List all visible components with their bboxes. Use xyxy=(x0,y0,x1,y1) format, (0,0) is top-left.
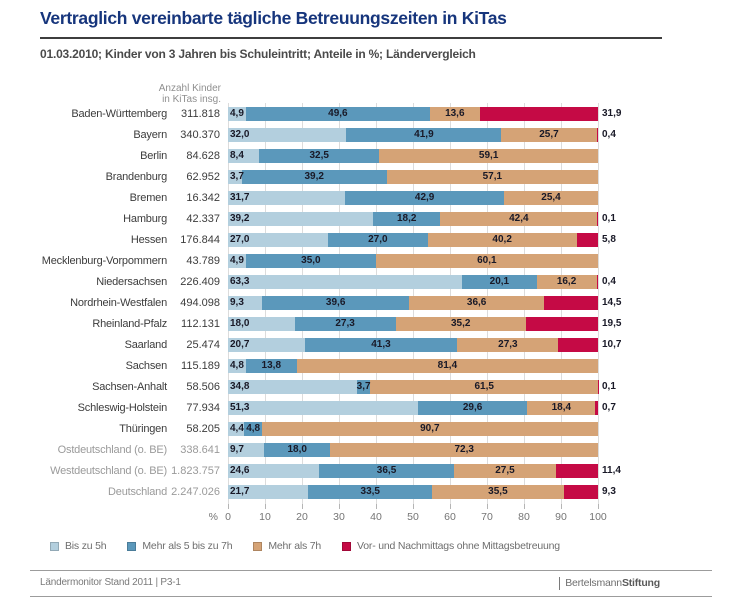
value-label: 4,9 xyxy=(230,255,244,266)
row-label: Brandenburg xyxy=(105,171,167,183)
row-label: Hessen xyxy=(130,234,167,246)
stacked-bar xyxy=(228,317,622,331)
value-label: 11,4 xyxy=(602,465,621,476)
stacked-bar xyxy=(228,296,622,310)
value-label: 25,7 xyxy=(539,129,559,140)
value-label: 4,4 xyxy=(230,423,244,434)
value-label: 49,6 xyxy=(328,108,348,119)
value-label: 16,2 xyxy=(556,276,577,287)
value-label: 18,2 xyxy=(396,213,417,224)
value-label: 10,7 xyxy=(602,339,622,350)
row-label: Berlin xyxy=(140,150,167,162)
row-count: 311.818 xyxy=(181,108,220,120)
value-label: 31,7 xyxy=(230,192,250,203)
bar-segment xyxy=(228,275,462,289)
bar-segment xyxy=(556,464,598,478)
value-label: 9,3 xyxy=(230,297,244,308)
axis-tick-label: 40 xyxy=(370,511,382,523)
value-label: 5,8 xyxy=(602,234,616,245)
row-label: Schleswig-Holstein xyxy=(77,402,167,414)
stacked-bar xyxy=(228,254,598,268)
legend-label: Bis zu 5h xyxy=(65,540,107,552)
axis-tick-label: 60 xyxy=(444,511,456,523)
axis-tick xyxy=(450,504,451,509)
value-label: 4,9 xyxy=(230,108,244,119)
value-label: 20,1 xyxy=(489,276,510,287)
value-label: 72,3 xyxy=(454,444,474,455)
legend-swatch xyxy=(50,542,59,551)
value-label: 31,9 xyxy=(602,108,622,119)
row-label: Thüringen xyxy=(119,423,167,435)
axis-tick xyxy=(561,504,562,509)
value-label: 32,0 xyxy=(230,129,250,140)
chart-legend xyxy=(50,540,560,552)
value-label: 4,8 xyxy=(230,360,244,371)
value-label: 39,6 xyxy=(325,297,346,308)
legend-swatch xyxy=(127,542,136,551)
stacked-bar xyxy=(228,443,598,457)
value-label: 24,6 xyxy=(230,465,250,476)
stacked-bar xyxy=(228,380,616,394)
value-label: 32,5 xyxy=(309,150,329,161)
value-label: 9,3 xyxy=(602,486,616,497)
value-label: 13,6 xyxy=(445,108,465,119)
stacked-bar xyxy=(228,170,598,184)
legend-item xyxy=(50,540,106,552)
stacked-bar xyxy=(228,338,622,352)
row-count: 115.189 xyxy=(181,360,220,372)
axis-tick-label: 100 xyxy=(589,511,607,523)
value-label: 19,5 xyxy=(602,318,622,329)
value-label: 81,4 xyxy=(437,360,458,371)
row-count: 340.370 xyxy=(180,129,220,141)
value-label: 33,5 xyxy=(360,486,380,497)
stacked-bar xyxy=(228,422,598,436)
stacked-bar xyxy=(228,191,598,205)
row-count: 84.628 xyxy=(186,150,220,162)
stacked-bar xyxy=(228,359,598,373)
row-label: Deutschland xyxy=(108,486,167,498)
value-label: 0,7 xyxy=(602,402,616,413)
row-label: Sachsen xyxy=(125,360,167,372)
value-label: 59,1 xyxy=(478,150,499,161)
stacked-bar xyxy=(228,485,616,499)
value-label: 61,5 xyxy=(474,381,494,392)
value-label: 0,4 xyxy=(602,129,616,140)
axis-tick-label: 70 xyxy=(481,511,493,523)
row-label: Westdeutschland (o. BE) xyxy=(50,465,167,477)
bar-segment xyxy=(526,317,598,331)
stacked-bar xyxy=(228,107,622,121)
row-count: 226.409 xyxy=(180,276,220,288)
axis-tick xyxy=(339,504,340,509)
axis-tick-label: 50 xyxy=(407,511,419,523)
row-count: 338.641 xyxy=(180,444,220,456)
row-label: Hamburg xyxy=(123,213,167,225)
page-title: Vertraglich vereinbarte tägliche Betreuungszeiten in KiTas xyxy=(40,8,507,28)
value-label: 39,2 xyxy=(230,213,250,224)
value-label: 57,1 xyxy=(482,171,503,182)
footer-source-text: Ländermonitor Stand 2011 | P3-1 xyxy=(40,577,181,588)
value-label: 18,4 xyxy=(551,402,572,413)
axis-tick xyxy=(376,504,377,509)
value-label: 0,1 xyxy=(602,213,616,224)
row-count: 25.474 xyxy=(186,339,220,351)
row-count: 43.789 xyxy=(186,255,220,267)
row-count: 77.934 xyxy=(186,402,220,414)
row-count: 112.131 xyxy=(181,318,220,330)
axis-tick-label: 20 xyxy=(296,511,308,523)
legend-item xyxy=(342,540,560,552)
row-label: Sachsen-Anhalt xyxy=(92,381,167,393)
legend-item xyxy=(127,540,232,552)
value-label: 25,4 xyxy=(541,192,561,203)
axis-tick-label: 80 xyxy=(518,511,530,523)
bar-segment xyxy=(228,212,373,226)
bar-segment xyxy=(558,338,598,352)
row-label: Saarland xyxy=(124,339,167,351)
legend-label: Vor- und Nachmittags ohne Mittagsbetreuung xyxy=(357,540,560,552)
value-label: 27,3 xyxy=(498,339,518,350)
value-label: 36,6 xyxy=(466,297,487,308)
bar-segment xyxy=(544,296,598,310)
row-count: 1.823.757 xyxy=(171,465,220,477)
bar-segment xyxy=(595,401,598,415)
axis-tick xyxy=(487,504,488,509)
axis-tick xyxy=(598,504,599,509)
brand-logo xyxy=(559,575,660,591)
count-column-header-line1: Anzahl Kinder xyxy=(158,83,221,94)
axis-tick xyxy=(413,504,414,509)
row-count: 16.342 xyxy=(186,192,220,204)
row-label: Bremen xyxy=(129,192,167,204)
brand-name-bold: Stiftung xyxy=(621,577,660,589)
value-label: 27,3 xyxy=(335,318,355,329)
value-label: 90,7 xyxy=(420,423,440,434)
axis-tick xyxy=(265,504,266,509)
legend-swatch xyxy=(253,542,262,551)
value-label: 41,9 xyxy=(414,129,434,140)
bar-segment xyxy=(228,401,418,415)
brand-divider xyxy=(559,577,560,590)
stacked-bar xyxy=(228,464,621,478)
axis-tick xyxy=(524,504,525,509)
value-label: 20,7 xyxy=(230,339,250,350)
value-label: 27,0 xyxy=(230,234,250,245)
value-label: 42,9 xyxy=(414,192,435,203)
count-column-header-line2: in KiTas insg. xyxy=(162,94,221,105)
row-label: Niedersachsen xyxy=(96,276,167,288)
value-label: 42,4 xyxy=(509,213,529,224)
stacked-bar xyxy=(228,275,616,289)
page-subtitle: 01.03.2010; Kinder von 3 Jahren bis Schuleintritt; Anteile in %; Ländervergleich xyxy=(40,47,476,61)
value-label: 13,8 xyxy=(261,360,282,371)
value-label: 63,3 xyxy=(230,276,250,287)
value-label: 34,8 xyxy=(230,381,250,392)
value-label: 18,0 xyxy=(230,318,250,329)
value-label: 3,7 xyxy=(356,381,371,392)
value-label: 39,2 xyxy=(304,171,324,182)
bar-segment xyxy=(577,233,598,247)
stacked-bar xyxy=(228,149,598,163)
value-label: 0,4 xyxy=(602,276,616,287)
row-count: 494.098 xyxy=(180,297,220,309)
row-label: Rheinland-Pfalz xyxy=(92,318,167,330)
value-label: 51,3 xyxy=(230,402,250,413)
row-count: 2.247.026 xyxy=(171,486,220,498)
row-count: 58.506 xyxy=(186,381,220,393)
stacked-bar xyxy=(228,401,616,415)
value-label: 4,8 xyxy=(246,423,261,434)
value-label: 21,7 xyxy=(230,486,250,497)
value-label: 35,0 xyxy=(301,255,321,266)
bar-segment xyxy=(597,275,598,289)
value-label: 0,1 xyxy=(602,381,616,392)
row-label: Nordrhein-Westfalen xyxy=(70,297,167,309)
value-label: 35,2 xyxy=(450,318,471,329)
gridline xyxy=(598,103,599,504)
stacked-bar xyxy=(228,128,616,142)
brand-name-normal: Bertelsmann xyxy=(565,577,622,589)
axis-tick-label: 0 xyxy=(225,511,231,523)
legend-label: Mehr als 7h xyxy=(268,540,322,552)
row-count: 58.205 xyxy=(186,423,220,435)
row-count: 42.337 xyxy=(186,213,220,225)
footer-top-divider xyxy=(30,570,712,571)
row-count: 62.952 xyxy=(186,171,220,183)
value-label: 36,5 xyxy=(376,465,397,476)
value-label: 27,0 xyxy=(368,234,388,245)
value-label: 41,3 xyxy=(371,339,391,350)
axis-tick xyxy=(302,504,303,509)
footer-bottom-divider xyxy=(30,596,712,597)
value-label: 29,6 xyxy=(462,402,483,413)
value-label: 60,1 xyxy=(477,255,497,266)
value-label: 14,5 xyxy=(602,297,622,308)
axis-tick-label: 30 xyxy=(333,511,345,523)
value-label: 35,5 xyxy=(488,486,508,497)
value-label: 3,7 xyxy=(230,171,244,182)
value-label: 27,5 xyxy=(495,465,515,476)
value-label: 8,4 xyxy=(230,150,244,161)
row-label: Bayern xyxy=(133,129,167,141)
bar-segment xyxy=(480,107,598,121)
legend-label: Mehr als 5 bis zu 7h xyxy=(142,540,233,552)
axis-tick-label: 90 xyxy=(555,511,567,523)
bar-segment xyxy=(597,128,598,142)
row-label: Ostdeutschland (o. BE) xyxy=(57,444,167,456)
value-label: 18,0 xyxy=(287,444,307,455)
row-count: 176.844 xyxy=(180,234,220,246)
axis-tick-label: 10 xyxy=(259,511,271,523)
stacked-bar xyxy=(228,233,616,247)
legend-swatch xyxy=(342,542,351,551)
bar-segment xyxy=(564,485,598,499)
legend-item xyxy=(253,540,321,552)
value-label: 40,2 xyxy=(492,234,512,245)
value-label: 9,7 xyxy=(230,444,244,455)
row-label: Mecklenburg-Vorpommern xyxy=(41,255,167,267)
axis-tick xyxy=(228,504,229,509)
stacked-bar xyxy=(228,212,616,226)
row-label: Baden-Württemberg xyxy=(71,108,167,120)
axis-unit-label: % xyxy=(208,511,218,523)
